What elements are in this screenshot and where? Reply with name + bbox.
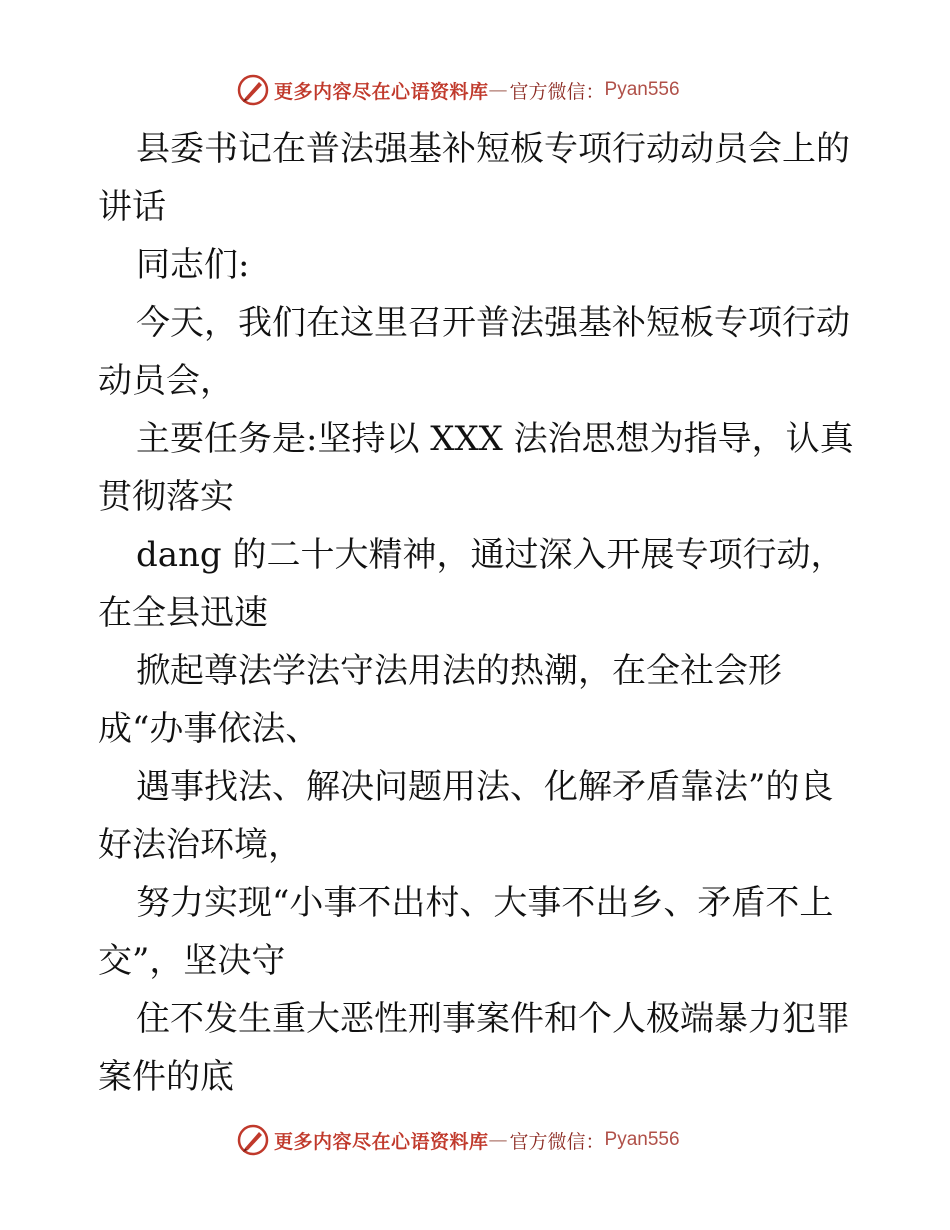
pen-logo-icon <box>236 73 270 107</box>
paragraph-line: 贯彻落实 <box>98 477 234 517</box>
paragraph-line: 交”，坚决守 <box>98 941 286 981</box>
paragraph-line: 案件的底 <box>98 1057 234 1097</box>
paragraph-line: 成“办事依法、 <box>98 709 320 749</box>
watermark-id: Pyan556 <box>604 79 680 100</box>
watermark-label: 官方微信： <box>509 1130 605 1153</box>
paragraph-line: 住不发生重大恶性刑事案件和个人极端暴力犯罪 <box>136 999 850 1039</box>
document-body <box>98 120 858 1106</box>
paragraph-line: 在全县迅速 <box>98 593 268 633</box>
salutation: 同志们: <box>136 245 250 285</box>
watermark-title: 更多内容尽在心语资料库 <box>274 1130 489 1153</box>
watermark-id: Pyan556 <box>604 1129 680 1150</box>
footer-watermark <box>236 1122 756 1158</box>
watermark-label: 官方微信： <box>509 80 605 103</box>
paragraph-line: 好法治环境， <box>98 825 302 865</box>
header-watermark <box>236 72 756 108</box>
paragraph-line: dang 的二十大精神，通过深入开展专项行动， <box>136 535 845 575</box>
watermark-title: 更多内容尽在心语资料库 <box>274 80 489 103</box>
paragraph-line: 今天，我们在这里召开普法强基补短板专项行动 <box>136 303 850 343</box>
paragraph-line: 动员会， <box>98 361 234 401</box>
document-title-line: 讲话 <box>98 187 166 227</box>
document-title-line: 县委书记在普法强基补短板专项行动动员会上的 <box>136 129 850 169</box>
paragraph-line: 主要任务是:坚持以 XXX 法治思想为指导，认真 <box>136 419 854 459</box>
paragraph-line: 努力实现“小事不出村、大事不出乡、矛盾不上 <box>136 883 834 923</box>
paragraph-line: 遇事找法、解决问题用法、化解矛盾靠法”的良 <box>136 767 834 807</box>
paragraph-line: 掀起尊法学法守法用法的热潮，在全社会形 <box>136 651 782 691</box>
watermark-separator: — <box>488 79 508 101</box>
watermark-separator: — <box>488 1129 508 1151</box>
pen-logo-icon <box>236 1123 270 1157</box>
